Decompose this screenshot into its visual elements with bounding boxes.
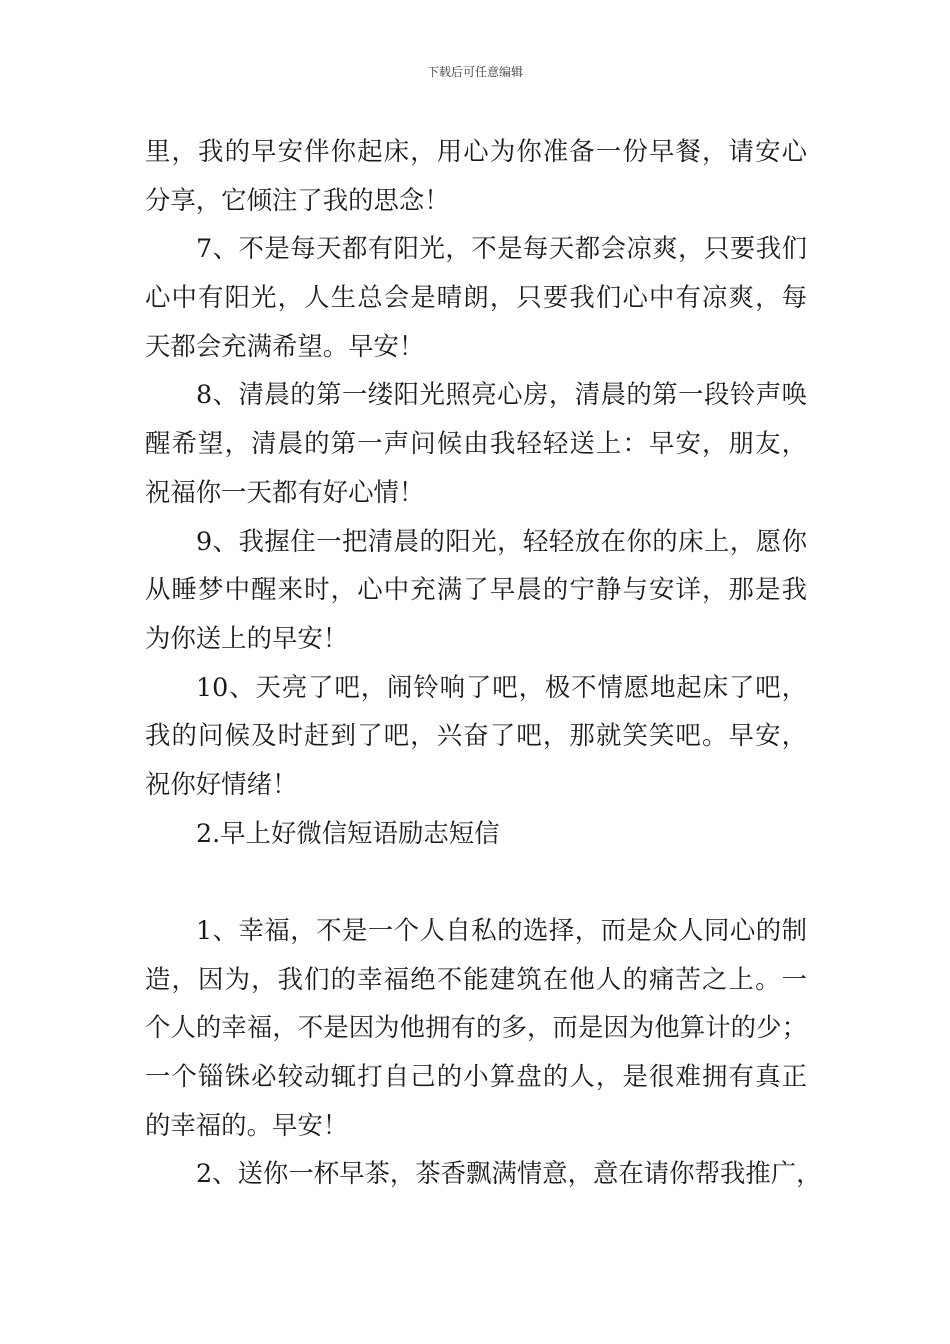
text-line: 为你送上的早安！ [145,622,349,653]
text-line: 里，我的早安伴你起床，用心为你准备一份早餐，请安心 [145,136,807,166]
text-line: 的幸福的。早安！ [145,1109,349,1140]
text-line: 个人的幸福，不是因为他拥有的多，而是因为他算计的少； [145,1012,807,1043]
text-line: 9、我握住一把清晨的阳光，轻轻放在你的床上，愿你 [196,525,807,556]
page-header: 下载后可任意编辑 [426,65,523,79]
text-line: 祝福你一天都有好心情！ [145,476,425,507]
text-line: 1、幸福，不是一个人自私的选择，而是众人同心的制 [196,915,807,945]
text-line: 一个锱铢必较动辄打自己的小算盘的人，是很难拥有真正 [145,1061,807,1092]
text-line: 8、清晨的第一缕阳光照亮心房，清晨的第一段铃声唤 [196,379,807,410]
text-line: 分享，它倾注了我的思念！ [145,184,450,215]
text-line: 从睡梦中醒来时，心中充满了早晨的宁静与安详，那是我 [145,574,807,605]
document-body [145,127,822,1198]
text-line: 7、不是每天都有阳光，不是每天都会凉爽，只要我们 [196,233,807,264]
text-line: 祝你好情绪！ [145,768,298,799]
text-line: 天都会充满希望。早安！ [145,330,425,361]
text-line: 心中有阳光，人生总会是晴朗，只要我们心中有凉爽，每 [145,282,807,313]
section-heading: 2.早上好微信短语励志短信 [196,817,500,848]
text-line: 我的问候及时赶到了吧，兴奋了吧，那就笑笑吧。早安， [145,720,807,751]
blank-line [145,857,807,906]
text-line: 2、送你一杯早茶，茶香飘满情意，意在请你帮我推广， [196,1158,822,1189]
text-line: 醒希望，清晨的第一声问候由我轻轻送上：早安，朋友， [145,428,807,459]
text-line: 10、天亮了吧，闹铃响了吧，极不情愿地起床了吧， [196,671,807,702]
text-line: 造，因为，我们的幸福绝不能建筑在他人的痛苦之上。一 [145,963,807,994]
